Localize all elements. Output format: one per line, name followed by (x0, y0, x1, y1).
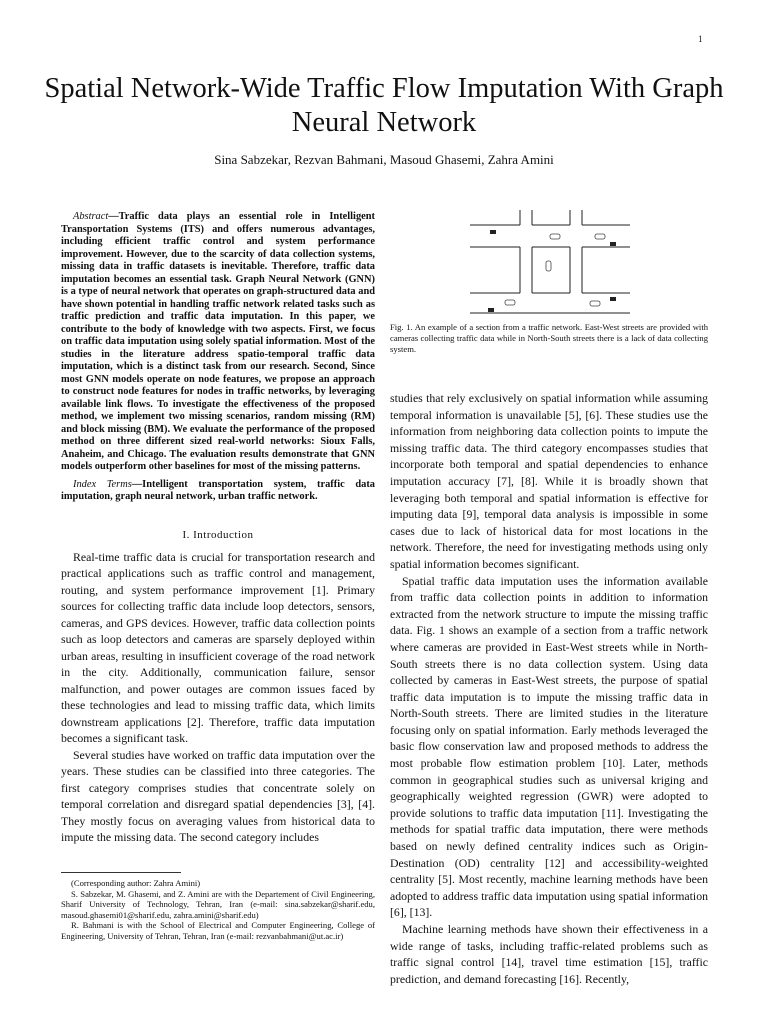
right-paragraph-1: studies that rely exclusively on spatial information while assuming temporal information is unavailable [5], [6]. These studies use the information from neighboring data collection points to impute the missing traffic data. The third category encompasses studies that incorporate both temporal and spatial dependencies to enhance imputation accuracy [7], [8]. While it is broadly shown that leveraging both temporal and spatial information is effective for imputing data [9], temporal data analysis is impossible in some cases due to lack of historical data for most locations in the network. Therefore, the need for investigating methods using only spatial information becomes significant. (390, 391, 708, 571)
index-terms-lead: Index Terms (73, 478, 132, 490)
right-column (390, 390, 708, 987)
paper-title: Spatial Network-Wide Traffic Flow Imputation With Graph Neural Network (44, 73, 724, 138)
footnote-rule (61, 872, 181, 873)
figure-caption: Fig. 1. An example of a section from a traffic network. East-West streets are provided with cameras collecting traffic data while in North-South streets there is a lack of data collecting system. (390, 322, 708, 354)
author-list: Sina Sabzekar, Rezvan Bahmani, Masoud Ghasemi, Zahra Amini (214, 152, 554, 167)
footnote-corresponding: (Corresponding author: Zahra Amini) (71, 878, 201, 888)
right-paragraph-2: Spatial traffic data imputation uses the information available from traffic data collection points in addition to information extracted from the network structure to impute the missing traffic data. Fig. 1 shows an example of a section from a traffic network where cameras are provided in East-West streets while in North-South streets there is no data collection system. Using data collected by cameras in East-West streets, the purpose of spatial traffic data imputation is to impute the missing traffic data in North-South streets. There are limited studies in the literature focusing only on spatial information. Early methods leveraged the basic flow conservation law and proposed methods to address the most probable flow estimation problem [10]. Later, methods common in geographical studies such as universal kriging and geographically weighted regression (GWR) were adopted to provide solutions to traffic data imputation [11]. Investigating the methods for spatial traffic data imputation, there were methods based on newly defined centrality indices such as Origin-Destination (OD) centrality [12] and accessibility-weighted centrality [5]. Most recently, machine learning methods have been adopted to address traffic data imputation using spatial information [6], [13]. (390, 573, 708, 920)
intro-paragraph-1: Real-time traffic data is crucial for transportation research and practical applications such as traffic control and management, routing, and system performance improvement [1]. Primary sources for collecting traffic data include loop detectors, sensors, cameras, and GPS devices. However, traffic data collection points such as loop detectors and cameras are sparsely deployed within urban areas, resulting in insufficient coverage of the road network in the city. Additionally, communication failure, sensor malfunction, and power outages are common issues faced by these technologies and lead to missing traffic data, which limits downstream applications [2]. Therefore, traffic data imputation becomes a significant task. (61, 549, 375, 745)
page-number: 1 (698, 34, 703, 44)
intro-paragraph-2: Several studies have worked on traffic data imputation over the years. These studies can be classified into three categories. The first category comprises studies that concentrate solely on temporal correlation and disregard spatial dependencies [3], [4]. They mostly focus on averaging values from historical data to impute the missing data. The second category includes (61, 747, 375, 844)
section-heading-introduction: I. Introduction (182, 528, 254, 541)
left-column (61, 211, 375, 846)
footnotes (61, 878, 375, 942)
index-terms (61, 479, 375, 504)
abstract (61, 211, 375, 474)
right-paragraph-3: Machine learning methods have shown their effectiveness in a wide range of tasks, including traffic-related problems such as traffic signal control [14], travel time estimation [15], traffic prediction, and demand forecasting [16]. Recently, (390, 922, 708, 986)
footnote-affiliation-2: R. Bahmani is with the School of Electrical and Computer Engineering, College of Engineering, University of Tehran, Tehran, Iran (e-mail: rezvanbahmani@ut.ac.ir) (61, 920, 375, 941)
footnote-affiliation-1: S. Sabzekar, M. Ghasemi, and Z. Amini are with the Departement of Civil Engineering, Sharif University of Technology, Tehran, Iran (e-mail: sina.sabzekar@sharif.edu, masoud.ghasemi01@sharif.edu, zahra.amini@sharif.edu) (61, 888, 375, 920)
abstract-text: —Traffic data plays an essential role in Intelligent Transportation Systems (ITS) and offers numerous advantages, including efficient traffic control and system performance improvement. However, due to the scarcity of data collection systems, missing data in traffic datasets is inevitable. Therefore, traffic data imputation becomes an essential task. Graph Neural Network (GNN) is a type of neural network that operates on graph-structured data and have shown potential in handling traffic network related tasks such as traffic prediction and traffic data imputation. In this paper, we contribute to the body of knowledge with two aspects. First, we focus on traffic data imputation using solely spatial information. Most of the studies in the literature address spatio-temporal traffic data imputation, which is a distinct task from our research. Second, Since most GNN models operate on node features, we propose an approach to construct node features for nodes in traffic networks, by leveraging available link flows. To investigate the effectiveness of the proposed method, we implement two missing scenarios, random missing (RM) and block missing (BM). We evaluate the performance of the proposed method on three different sized real-world networks: Sioux Falls, Anaheim, and Chicago. The evaluation results demonstrate that GNN models outperform other baselines for most of the missing patterns. (61, 211, 375, 472)
abstract-lead: Abstract (73, 211, 109, 222)
figure-road-network (470, 205, 630, 317)
index-terms-text: —Intelligent transportation system, traffic data imputation, graph neural network, urban traffic network. (61, 478, 375, 502)
